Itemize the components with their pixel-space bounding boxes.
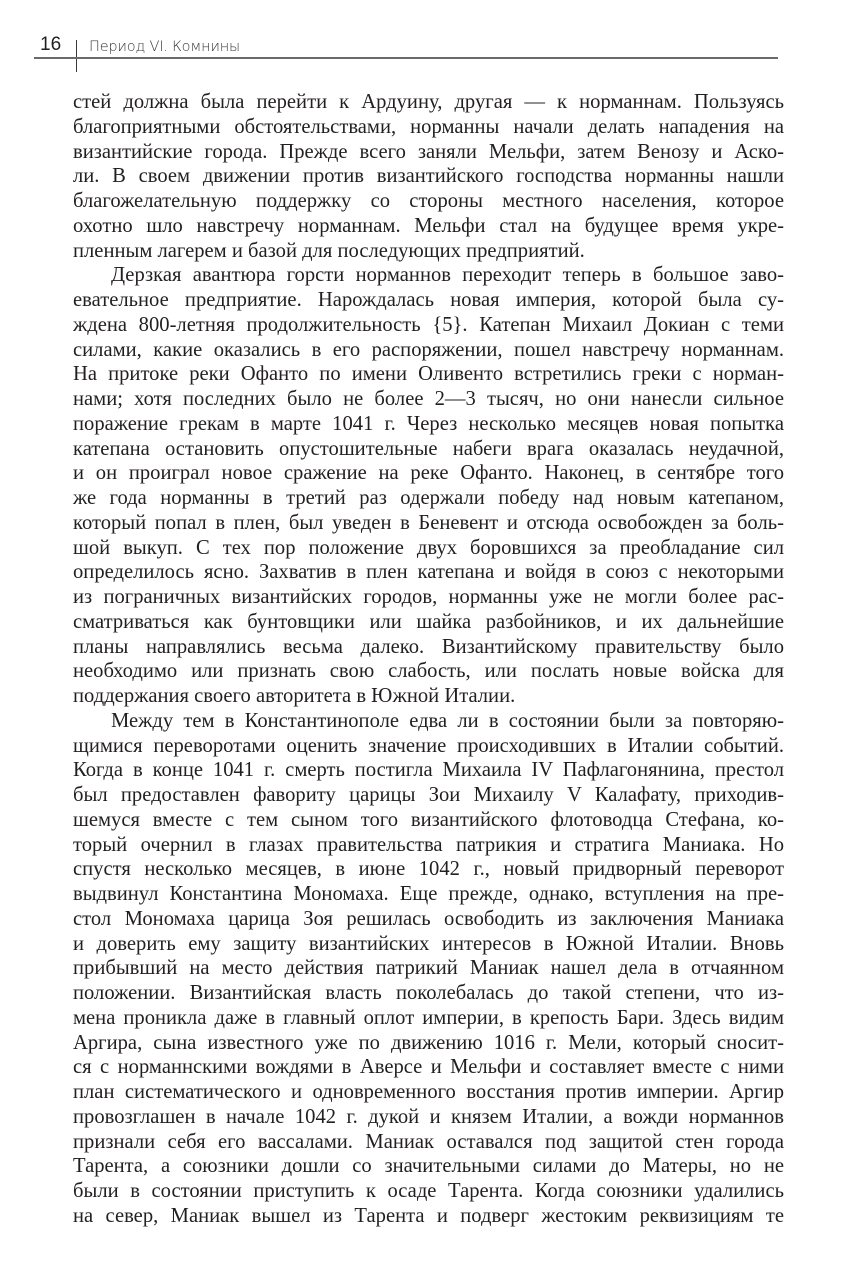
text-line: благоприятными обстоятельствами, норманны начали делать нападения на	[73, 115, 784, 138]
paragraph	[73, 90, 784, 263]
text-line: ждена 800-летняя продолжительность {5}. Катепан Михаил Докиан с теми	[73, 313, 784, 336]
text-line: На притоке реки Офанто по имени Оливенто встретились греки с норман-	[73, 363, 784, 386]
text-line: были в состоянии приступить к осаде Тарента. Когда союзники удалились	[73, 1180, 784, 1202]
text-line: поражение грекам в марте 1041 г. Через несколько месяцев новая попытка	[73, 412, 784, 435]
text-line: который попал в плен, был уведен в Беневент и отсюда освобожден за боль-	[73, 511, 784, 534]
text-line: спустя несколько месяцев, в июне 1042 г., новый придворный переворот	[73, 858, 784, 881]
text-line: евательное предприятие. Нарождалась новая империя, которой была су-	[73, 289, 784, 311]
body-text	[73, 90, 784, 1229]
text-line: и доверить ему защиту византийских интересов в Южной Италии. Вновь	[73, 932, 784, 955]
text-line: пленным лагерем и базой для последующих предприятий.	[73, 239, 585, 262]
text-line: ли. В своем движении против византийского господства норманны нашли	[73, 165, 784, 188]
text-line: прибывший на место действия патрикий Маниак нашел дела в отчаянном	[73, 957, 784, 980]
text-line: определилось ясно. Захватив в плен катепана и войдя в союз с некоторыми	[73, 561, 784, 584]
text-line: необходимо или признать свою слабость, или послать новые войска для	[73, 660, 784, 683]
text-line: Тарента, а союзники дошли со значительными силами до Матеры, но не	[73, 1155, 784, 1178]
text-line: силами, какие оказались в его распоряжении, пошел навстречу норманнам.	[73, 338, 784, 361]
text-line: шой выкуп. С тех пор положение двух боровшихся за преобладание сил	[73, 536, 784, 559]
text-line: провозглашен в начале 1042 г. дукой и князем Италии, а вожди норманнов	[73, 1105, 784, 1128]
text-line: планы направлялись весьма далеко. Византийскому правительству было	[73, 635, 784, 658]
text-line: же года норманны в третий раз одержали победу над новым катепаном,	[73, 487, 784, 509]
text-line: ся с норманнскими вождями в Аверсе и Мельфи и составляет вместе с ними	[73, 1056, 784, 1079]
text-line: план систематического и одновременного восстания против империи. Аргир	[73, 1081, 784, 1103]
text-line: на север, Маниак вышел из Тарента и подверг жестоким реквизициям те	[73, 1204, 784, 1227]
text-line: поддержания своего авторитета в Южной Италии.	[73, 685, 516, 707]
text-line: Дерзкая авантюра горсти норманнов переходит теперь в большое заво-	[111, 264, 784, 287]
text-line: выдвинул Константина Мономаха. Еще прежде, однако, вступления на пре-	[73, 883, 784, 905]
text-line: и он проиграл новое сражение на реке Офанто. Наконец, в сентябре того	[73, 462, 784, 485]
text-line: благожелательную поддержку со стороны местного населения, которое	[73, 190, 784, 212]
text-line: Когда в конце 1041 г. смерть постигла Михаила IV Пафлагонянина, престол	[73, 759, 784, 782]
text-line: признали себя его вассалами. Маниак оставался под защитой стен города	[73, 1130, 784, 1153]
text-line: мена проникла даже в главный оплот империи, в крепость Бари. Здесь видим	[73, 1006, 784, 1029]
header-horizontal-rule	[34, 57, 778, 59]
text-line: византийские города. Прежде всего заняли Мельфи, затем Венозу и Аско-	[73, 140, 784, 163]
header-vertical-rule	[76, 40, 77, 72]
text-line: шемуся вместе с тем сыном того византийского флотоводца Стефана, ко-	[73, 808, 784, 831]
text-line: Между тем в Константинополе едва ли в состоянии были за повторяю-	[111, 709, 784, 732]
text-line: из пограничных византийских городов, норманны уже не могли более рас-	[73, 586, 784, 608]
text-line: охотно шло навстречу норманнам. Мельфи стал на будущее время укре-	[73, 214, 784, 237]
text-line: положении. Византийская власть поколебалась до такой степени, что из-	[73, 982, 784, 1004]
paragraph	[73, 263, 784, 709]
running-head-title: Период VI. Комнины	[89, 39, 240, 55]
paragraph	[73, 709, 784, 1229]
text-line: был предоставлен фавориту царицы Зои Михаилу V Калафату, приходив-	[73, 784, 784, 806]
text-line: Аргира, сына известного уже по движению 1016 г. Мели, который сносит-	[73, 1031, 784, 1054]
text-line: сматриваться как бунтовщики или шайка разбойников, и их дальнейшие	[73, 610, 784, 633]
running-head	[0, 0, 857, 80]
text-line: щимися переворотами оценить значение происходивших в Италии событий.	[73, 734, 784, 757]
text-line: стей должна была перейти к Ардуину, другая — к норманнам. Пользуясь	[73, 91, 784, 113]
page-number: 16	[40, 34, 62, 55]
text-line: нами; хотя последних было не более 2—3 тысяч, но они нанесли сильное	[73, 388, 784, 410]
text-line: катепана остановить опустошительные набеги врага оказалась неудачной,	[73, 437, 784, 460]
text-line: стол Мономаха царица Зоя решилась освободить из заключения Маниака	[73, 907, 784, 930]
text-line: торый очернил в глазах правительства патрикия и стратига Маниака. Но	[73, 833, 784, 856]
